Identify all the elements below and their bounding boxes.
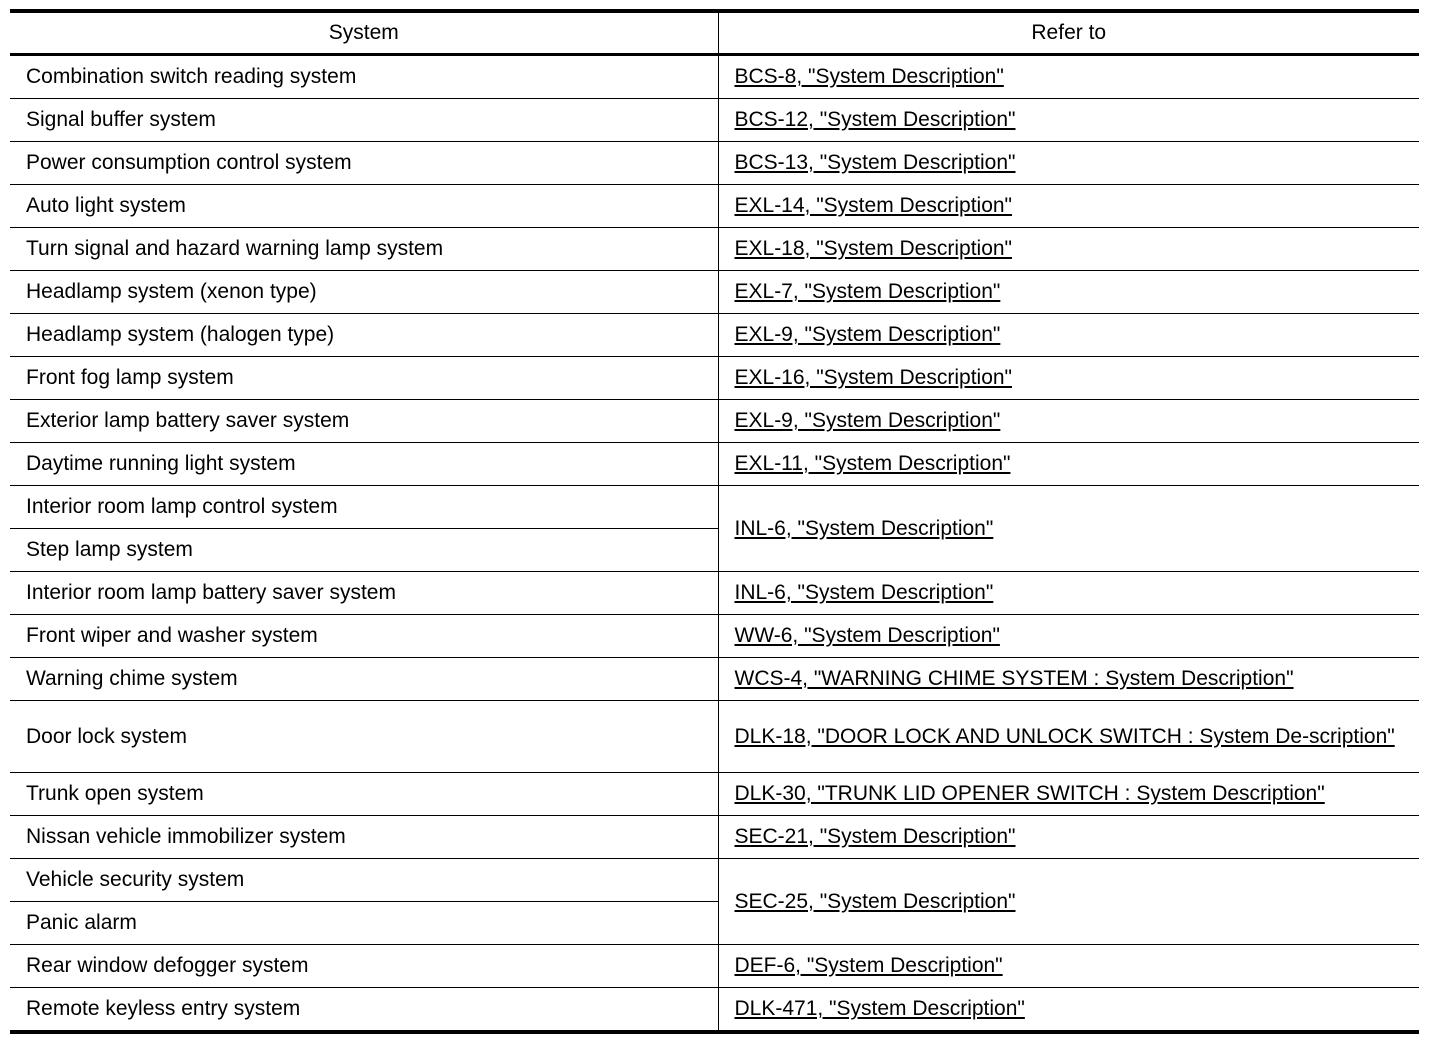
table-row xyxy=(10,185,1419,228)
system-cell: Front wiper and washer system xyxy=(10,615,718,658)
table-row xyxy=(10,816,1419,859)
refer-cell xyxy=(718,185,1419,228)
refer-cell xyxy=(718,314,1419,357)
reference-link[interactable]: SEC-25, "System Description" xyxy=(734,889,1016,913)
reference-link[interactable]: EXL-11, "System Description" xyxy=(734,452,1011,475)
reference-link[interactable]: DLK-471, "System Description" xyxy=(734,997,1025,1020)
refer-cell xyxy=(718,658,1419,701)
table-row xyxy=(10,572,1419,615)
system-reference-table xyxy=(10,9,1419,1034)
header-system: System xyxy=(10,11,718,55)
refer-cell xyxy=(718,357,1419,400)
refer-cell xyxy=(718,816,1419,859)
system-cell: Nissan vehicle immobilizer system xyxy=(10,816,718,859)
table-row xyxy=(10,271,1419,314)
refer-cell xyxy=(718,99,1419,142)
system-cell: Headlamp system (halogen type) xyxy=(10,314,718,357)
system-cell: Remote keyless entry system xyxy=(10,988,718,1033)
refer-cell xyxy=(718,400,1419,443)
refer-cell xyxy=(718,615,1419,658)
table-row xyxy=(10,701,1419,773)
system-cell: Power consumption control system xyxy=(10,142,718,185)
system-cell: Headlamp system (xenon type) xyxy=(10,271,718,314)
refer-cell xyxy=(718,859,1419,945)
refer-cell xyxy=(718,55,1419,99)
table-row xyxy=(10,99,1419,142)
reference-link[interactable]: EXL-9, "System Description" xyxy=(734,323,1001,346)
system-cell: Exterior lamp battery saver system xyxy=(10,400,718,443)
reference-link[interactable]: EXL-18, "System Description" xyxy=(734,237,1013,260)
reference-link[interactable]: WW-6, "System Description" xyxy=(734,624,1000,647)
table-body xyxy=(10,55,1419,1033)
table-row xyxy=(10,142,1419,185)
refer-cell xyxy=(718,945,1419,988)
system-cell: Rear window defogger system xyxy=(10,945,718,988)
system-cell: Interior room lamp battery saver system xyxy=(10,572,718,615)
reference-link[interactable]: DEF-6, "System Description" xyxy=(734,954,1003,977)
refer-cell xyxy=(718,228,1419,271)
table-row xyxy=(10,658,1419,701)
table-row xyxy=(10,228,1419,271)
table-row xyxy=(10,615,1419,658)
header-refer-to: Refer to xyxy=(718,11,1419,55)
reference-link[interactable]: BCS-13, "System Description" xyxy=(734,151,1016,174)
system-cell: Door lock system xyxy=(10,701,718,773)
refer-cell xyxy=(718,988,1419,1033)
reference-link[interactable]: DLK-18, "DOOR LOCK AND UNLOCK SWITCH : System De-scription" xyxy=(734,724,1395,748)
table-row xyxy=(10,486,1419,529)
reference-link[interactable]: EXL-9, "System Description" xyxy=(734,409,1001,432)
table-row xyxy=(10,988,1419,1033)
refer-cell xyxy=(718,701,1419,773)
reference-link[interactable]: BCS-12, "System Description" xyxy=(734,108,1016,131)
refer-cell xyxy=(718,271,1419,314)
system-cell: Signal buffer system xyxy=(10,99,718,142)
refer-cell xyxy=(718,443,1419,486)
reference-link[interactable]: BCS-8, "System Description" xyxy=(734,65,1004,88)
table-row xyxy=(10,400,1419,443)
system-cell: Step lamp system xyxy=(10,529,718,572)
refer-cell xyxy=(718,486,1419,572)
system-cell: Combination switch reading system xyxy=(10,55,718,99)
table-row xyxy=(10,357,1419,400)
table-row xyxy=(10,773,1419,816)
refer-cell xyxy=(718,572,1419,615)
system-cell: Auto light system xyxy=(10,185,718,228)
system-cell: Daytime running light system xyxy=(10,443,718,486)
system-cell: Trunk open system xyxy=(10,773,718,816)
system-cell: Panic alarm xyxy=(10,902,718,945)
reference-link[interactable]: WCS-4, "WARNING CHIME SYSTEM : System Description" xyxy=(734,667,1294,690)
system-cell: Turn signal and hazard warning lamp system xyxy=(10,228,718,271)
reference-link[interactable]: EXL-14, "System Description" xyxy=(734,194,1013,217)
reference-link[interactable]: INL-6, "System Description" xyxy=(734,581,994,604)
reference-link[interactable]: SEC-21, "System Description" xyxy=(734,825,1016,848)
system-cell: Vehicle security system xyxy=(10,859,718,902)
table-row xyxy=(10,55,1419,99)
reference-link[interactable]: INL-6, "System Description" xyxy=(734,516,994,540)
system-cell: Warning chime system xyxy=(10,658,718,701)
refer-cell xyxy=(718,773,1419,816)
reference-link[interactable]: DLK-30, "TRUNK LID OPENER SWITCH : System Description" xyxy=(734,782,1325,805)
refer-cell xyxy=(718,142,1419,185)
table-header-row xyxy=(10,11,1419,55)
table-row xyxy=(10,859,1419,902)
table-row xyxy=(10,314,1419,357)
reference-link[interactable]: EXL-16, "System Description" xyxy=(734,366,1013,389)
table-row xyxy=(10,945,1419,988)
system-cell: Front fog lamp system xyxy=(10,357,718,400)
reference-link[interactable]: EXL-7, "System Description" xyxy=(734,280,1001,303)
table-row xyxy=(10,443,1419,486)
system-cell: Interior room lamp control system xyxy=(10,486,718,529)
